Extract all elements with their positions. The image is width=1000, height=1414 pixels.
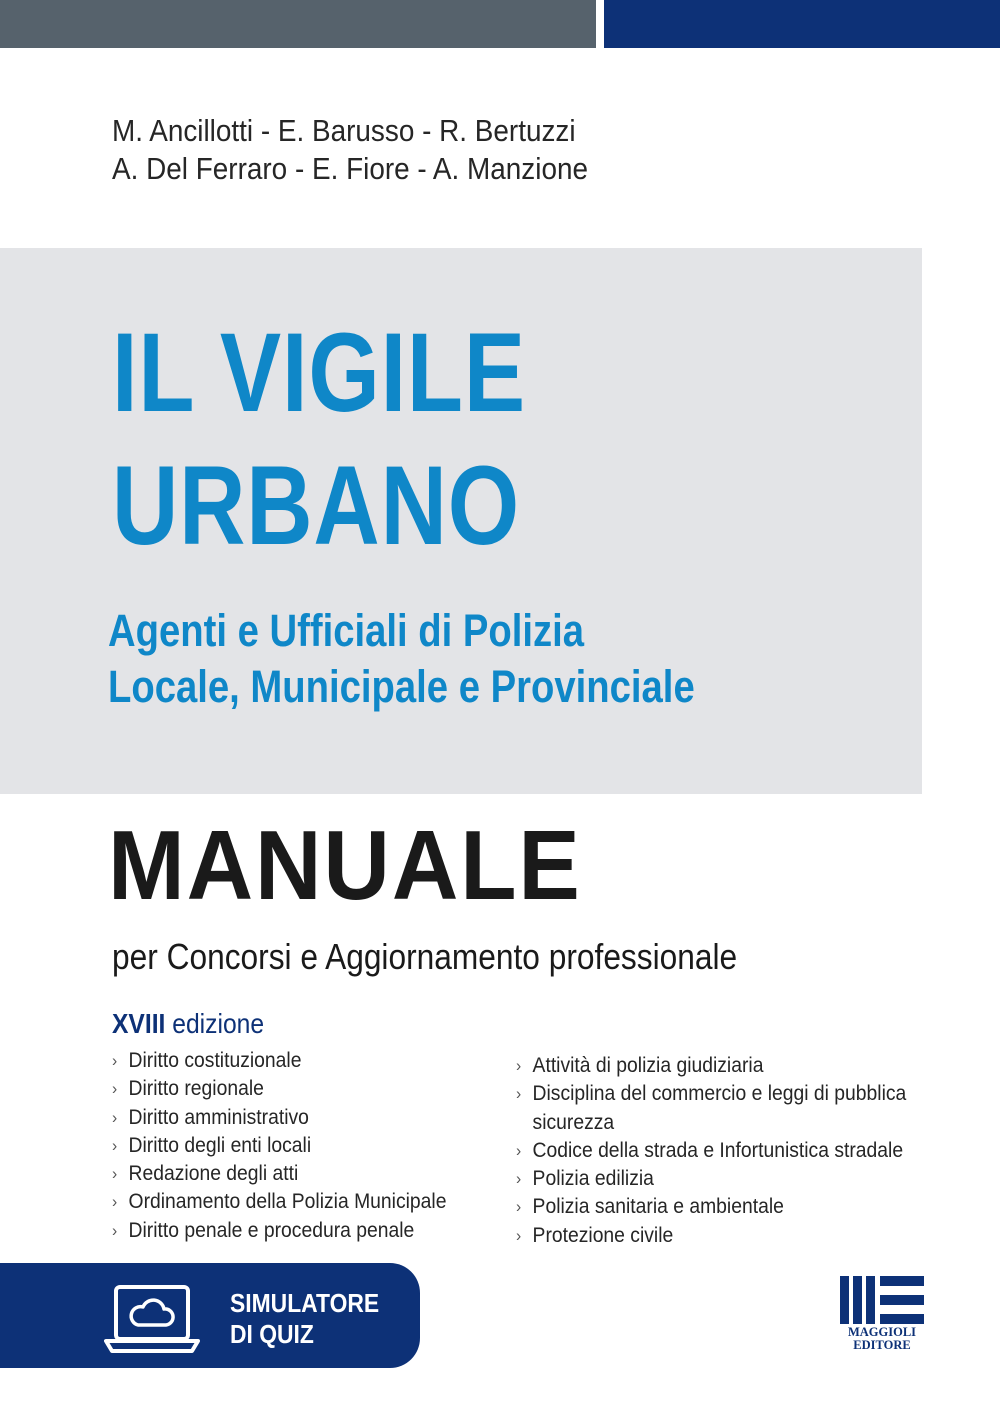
book-subtitle-line-2: Locale, Municipale e Provinciale bbox=[108, 661, 695, 712]
quiz-label-line-1: SIMULATORE bbox=[230, 1288, 380, 1318]
quiz-simulator-label bbox=[230, 1288, 379, 1350]
topic-item: › Polizia sanitaria e ambientale bbox=[516, 1193, 902, 1221]
topic-item: › Redazione degli atti bbox=[112, 1160, 462, 1188]
book-title bbox=[112, 306, 526, 572]
publisher-name-line-2: EDITORE bbox=[853, 1338, 911, 1352]
edition-word: edizione bbox=[165, 1008, 265, 1039]
publisher-name bbox=[836, 1326, 928, 1352]
edition-number: XVIII bbox=[112, 1008, 166, 1039]
book-title-line-1: IL VIGILE bbox=[112, 310, 526, 435]
topic-item: › Polizia edilizia bbox=[516, 1165, 902, 1193]
laptop-cloud-icon bbox=[104, 1283, 200, 1355]
topic-item: › Disciplina del commercio e leggi di pubblica bbox=[516, 1080, 902, 1108]
authors-line-2: A. Del Ferraro - E. Fiore - A. Manzione bbox=[112, 151, 589, 186]
topic-item: › Attività di polizia giudiziaria bbox=[516, 1052, 902, 1080]
topic-item: › Ordinamento della Polizia Municipale bbox=[112, 1188, 462, 1216]
topics-list-left bbox=[112, 1047, 492, 1245]
topic-item: › Codice della strada e Infortunistica stradale bbox=[516, 1137, 902, 1165]
authors bbox=[112, 112, 588, 188]
top-bar-gray bbox=[0, 0, 596, 48]
topic-item: › Diritto regionale bbox=[112, 1075, 462, 1103]
topic-item: › Diritto amministrativo bbox=[112, 1104, 462, 1132]
topic-item: › Diritto degli enti locali bbox=[112, 1132, 462, 1160]
book-subtitle-line-1: Agenti e Ufficiali di Polizia bbox=[108, 605, 585, 656]
book-subtitle bbox=[108, 603, 695, 715]
book-title-line-2: URBANO bbox=[112, 443, 520, 568]
topics-list-right bbox=[516, 1052, 936, 1250]
quiz-label-line-2: DI QUIZ bbox=[230, 1319, 314, 1349]
topic-item-continuation: sicurezza bbox=[532, 1110, 615, 1134]
publisher-name-line-1: MAGGIOLI bbox=[847, 1325, 917, 1339]
publisher-logo bbox=[836, 1276, 928, 1356]
top-bar-navy bbox=[604, 0, 1000, 48]
publisher-logo-mark bbox=[840, 1276, 924, 1324]
authors-line-1: M. Ancillotti - E. Barusso - R. Bertuzzi bbox=[112, 113, 576, 148]
edition-label bbox=[112, 1007, 264, 1041]
topic-item: › Protezione civile bbox=[516, 1222, 902, 1250]
manuale-heading: MANUALE bbox=[108, 810, 582, 920]
topic-item: › Diritto costituzionale bbox=[112, 1047, 462, 1075]
manuale-tagline: per Concorsi e Aggiornamento professionale bbox=[112, 936, 738, 977]
topic-item: › Diritto penale e procedura penale bbox=[112, 1217, 462, 1245]
